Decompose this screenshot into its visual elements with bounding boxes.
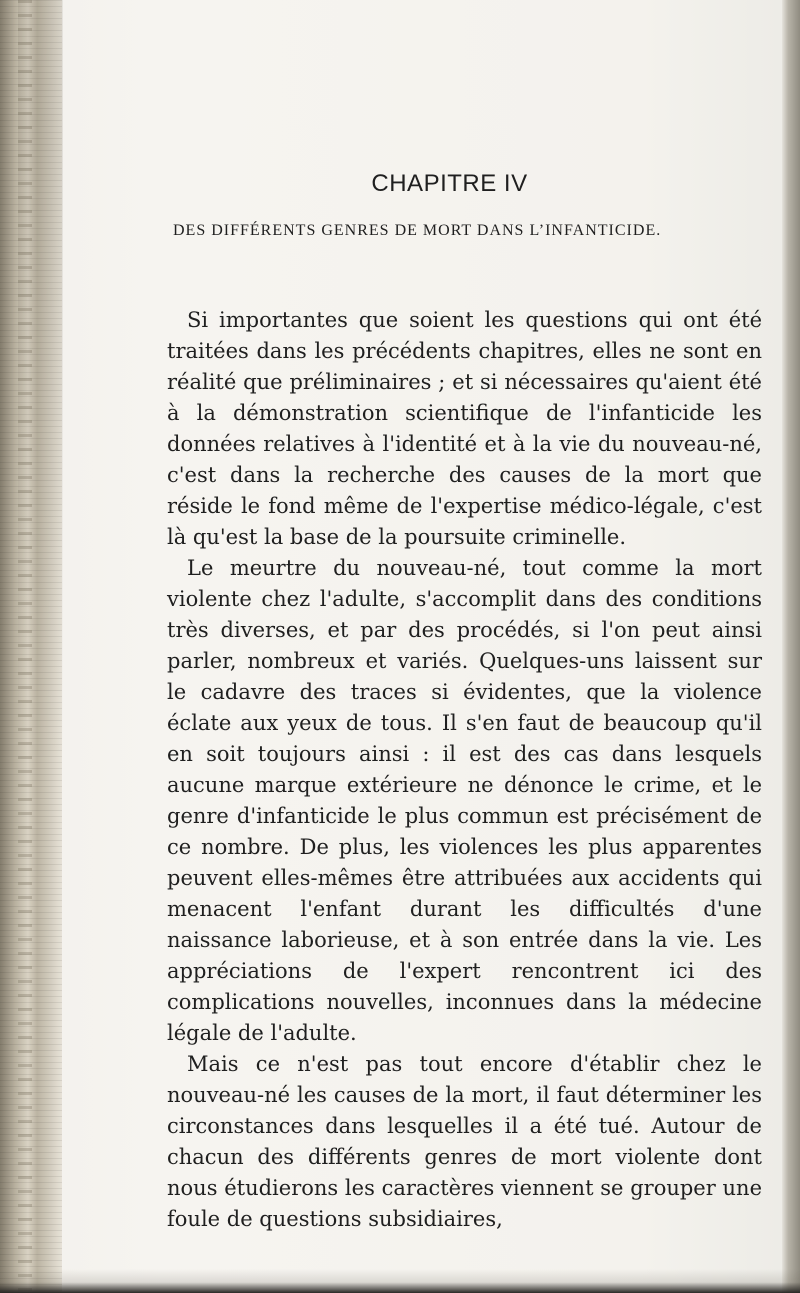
body-text — [167, 305, 767, 1235]
page-right-edge — [782, 0, 800, 1293]
paragraph-2: Le meurtre du nouveau-né, tout comme la mort violente chez l'adulte, s'accomplit dans des conditions très diverses, et par des procédés, si l'on peut ainsi parler, nombreux et variés. Quelques-uns laissent sur le cadavre des traces si évidentes, que la violence éclate aux yeux de tous. Il s'en faut de beaucoup qu'il en soit toujours ainsi : il est des cas dans lesquels aucune marque extérieure ne dénonce le crime, et le genre d'infanticide le plus commun est précisément de ce nombre. De plus, les violences les plus apparentes peuvent elles-mêmes être attribuées aux accidents qui menacent l'enfant durant les difficultés d'une naissance laborieuse, et à son entrée dans la vie. Les appréciations de l'expert rencontrent ici des complications nouvelles, inconnues dans la médecine légale de l'adulte. — [167, 556, 762, 1045]
paragraph-3: Mais ce n'est pas tout encore d'établir chez le nouveau-né les causes de la mort, il faut déterminer les circonstances dans lesquelles il a été tué. Autour de chacun des différents genres de mort violente dont nous étudierons les caractères viennent se grouper une foule de questions subsidiaires, — [167, 1052, 762, 1231]
page-binding-shadow — [0, 0, 62, 1293]
page-bottom-edge — [0, 1269, 800, 1293]
paragraph-1: Si importantes que soient les questions qui ont été traitées dans les précédents chapitres, elles ne sont en réalité que préliminaires ; et si nécessaires qu'aient été à la démonstration scientifique de l'infanticide les données relatives à l'identité et à la vie du nouveau-né, c'est dans la recherche des causes de la mort que réside le fond même de l'expertise médico-légale, c'est là qu'est la base de la poursuite criminelle. — [167, 308, 762, 549]
chapter-heading: CHAPITRE IV — [371, 170, 528, 197]
text-column — [167, 170, 767, 1235]
section-heading: DES DIFFÉRENTS GENRES DE MORT DANS L’INFANTICIDE. — [173, 222, 662, 239]
